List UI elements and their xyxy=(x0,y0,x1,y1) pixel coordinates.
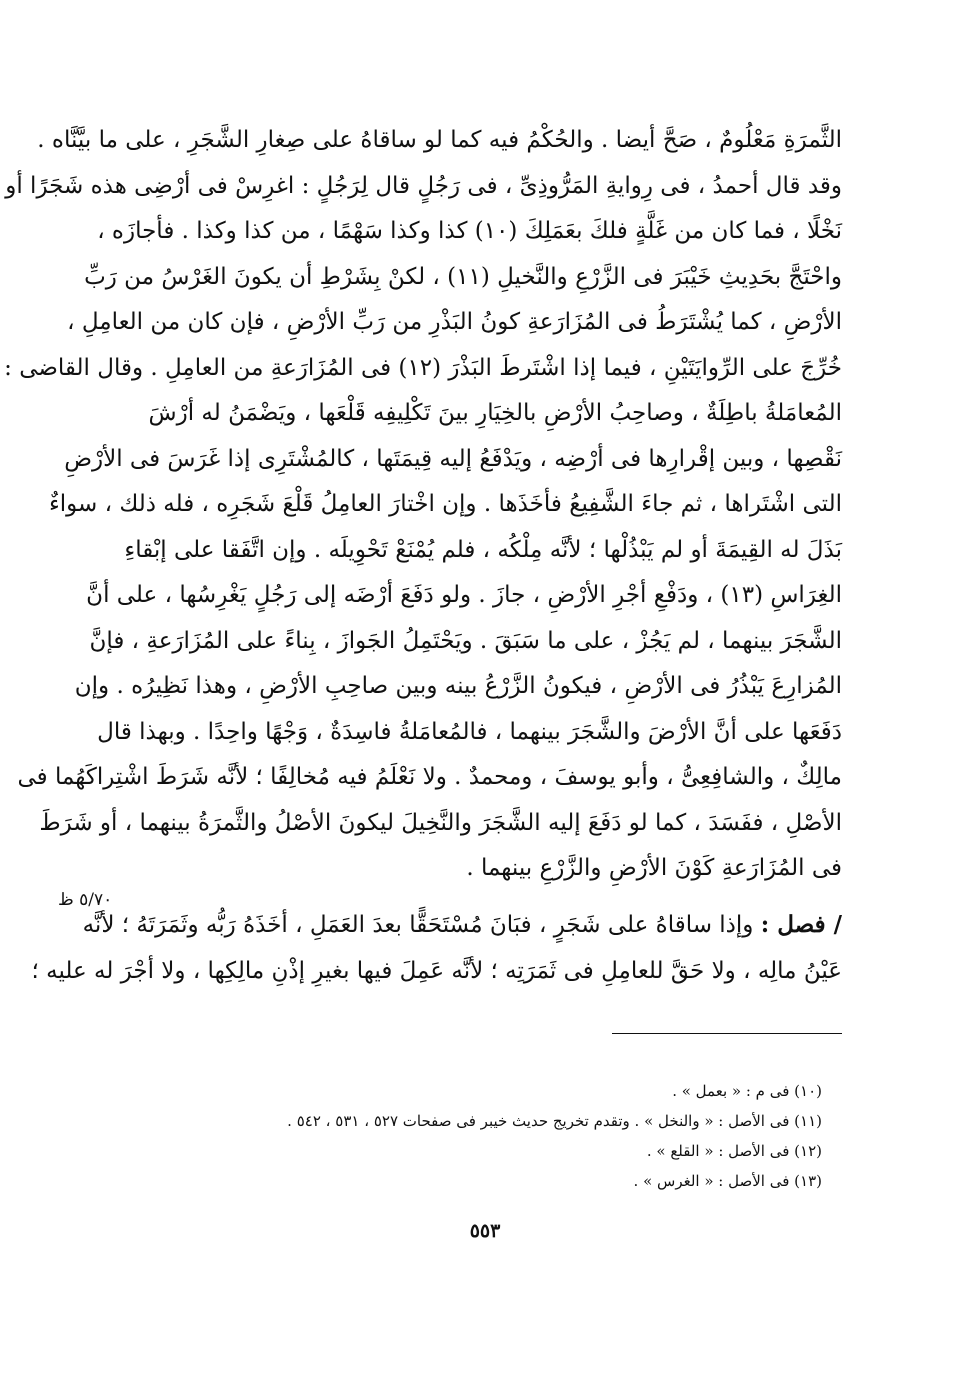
section-line xyxy=(82,902,842,948)
text-line: وقد قال أحمدُ ، فى رِوايةِ المَرُّوذِىِّ ، فى رَجُلٍ قال لِرَجُلٍ : اغرِسْ فى أرْضِى هذه شَجَرًا أو xyxy=(5,172,842,199)
footnote: (١٢) فى الأصل : « القلع » . xyxy=(646,1142,822,1160)
text-line: الشَّجَرَ بينهما ، لم يَجُزْ ، على ما سَبَقَ . ويَحْتَمِلُ الجَوازَ ، بِناءً على المُزَارَعةِ ، فإنَّ xyxy=(89,627,842,654)
text-line: الأرْضِ ، كما يُشْتَرَطُ فى المُزَارَعةِ كونُ البَذْرِ من رَبِّ الأرْضِ ، فإن كان من العامِلِ ، xyxy=(67,309,842,335)
main-text xyxy=(4,118,842,892)
text-line: دَفَعَها على أنَّ الأرْضَ والشَّجَرَ بينهما ، فالمُعامَلةُ فاسِدَةٌ ، وَجْهًا واحِدًا . وبهذا قال xyxy=(97,718,842,745)
folio-marker: ٥/٧٠ ظ xyxy=(58,890,113,910)
text-line: فى المُزَارَعةِ كَوْنَ الأرْضِ والزَّرْعِ بينهما . xyxy=(466,855,842,881)
text-line: نَقْصِها ، وبين إقْرارِها فى أرْضِه ، ويَدْفَعُ إليه قِيمَتَها ، كالمُشْتَرِى إذا غَرَسَ فى الأرْضِ xyxy=(64,445,842,472)
section-line: عَيْنُ مالِه ، ولا حَقَّ للعامِلِ فى ثَمَرَتِه ؛ لأنَّه عَمِلَ فيها بغيرِ إذْنِ مالِكِها ، ولا أجْرَ له عليه ؛ xyxy=(31,958,842,984)
text-line: الثَّمرَةِ مَعْلُومٌ ، صَحَّ أيضا . والحُكْمُ فيه كما لو ساقاهُ على صِغارِ الشَّجَرِ ، على ما بيَّنَّاه . xyxy=(37,127,842,153)
section-heading: / فصل : xyxy=(760,911,842,938)
text-line: نَخْلًا ، فما كان من غَلَّةٍ فلكَ بعَمَلِكَ (١٠) كذا وكذا سَهْمًا ، من كذا وكذا . فأجازَه ، xyxy=(97,218,842,244)
text-line: المُعامَلةُ باطِلَةٌ ، وصاحِبُ الأرْضِ بالخِيَارِ بينَ تَكْلِيفِه قَلْعَها ، ويَضْمَنُ له أرْشَ xyxy=(148,400,842,426)
text-line: الغِرَاسِ (١٣) ، ودَفْعِ أجْرِ الأرْضِ ، جازَ . ولو دَفَعَ أرْضَه إلى رَجُلٍ يَغْرِسُها ، على أنَّ xyxy=(86,582,842,608)
text-line: خُرِّجَ على الرِّوايَتَيْنِ ، فيما إذا اشْتَرطَ البَذْرَ (١٢) فى المُزَارَعةِ من العامِلِ . وقال القاضى : xyxy=(4,354,842,381)
section-fasl xyxy=(31,902,842,994)
text-line: واحْتَجَّ بحَدِيثِ خَيْبَرَ فى الزَّرْعِ والنَّخيلِ (١١) ، لكنْ بِشَرْطِ أن يكونَ الغَرْسُ من رَبِّ xyxy=(84,263,842,290)
text-line: التى اشْتَراها ، ثم جاءَ الشَّفِيعُ فأخَذَها . وإن اخْتارَ العامِلُ قَلْعَ شَجَرِه ، فله ذلك ، سواءٌ xyxy=(48,491,842,517)
footnote-divider xyxy=(612,1033,842,1034)
text-line: مالِكٌ ، والشافِعِىُّ ، وأبو يوسفَ ، ومحمدٌ . ولا نَعْلَمُ فيه مُخالِفًا ؛ لأنَّه شَرَطَ اشْتِراكَهُما فى xyxy=(17,764,842,790)
text-line: بَذَلَ له القِيمَةَ أو لم يَبْذُلْها ؛ لأنَّه مِلْكُه ، فلم يُمْنَعْ تَحْوِيلَه . وإن اتَّفَقا على إبْقاءِ xyxy=(124,536,842,563)
footnote: (١١) فى الأصل : « والنخل » . وتقدم تخريج حديث خيبر فى صفحات ٥٢٧ ، ٥٣١ ، ٥٤٢ . xyxy=(287,1112,822,1130)
page-number: ٥٥٣ xyxy=(469,1220,501,1242)
footnote: (١٠) فى م : « بعمل » . xyxy=(672,1082,822,1100)
footnotes xyxy=(230,1076,822,1196)
text-line: المُزارِعَ يَبْذُرُ فى الأرْضِ ، فيكونُ الزَّرْعُ بينه وبين صاحِبِ الأرْضِ ، وهذا نَظِيرُه . وإن xyxy=(74,673,842,699)
footnote: (١٣) فى الأصل : « الغرس » . xyxy=(633,1172,822,1190)
section-text: وإذا ساقاهُ على شَجَرٍ ، فبَانَ مُسْتَحَقًّا بعدَ العَمَلِ ، أخَذَهُ رَبُّه وثَمَرَتَهُ ؛ لأنَّه xyxy=(82,912,754,938)
text-line: الأصْلِ ، ففَسَدَ ، كما لو دَفَعَ إليه الشَّجَرَ والنَّخِيلَ ليكونَ الأصْلُ والثَّمرَةُ بينهما ، أو شَرَطَ xyxy=(39,809,842,836)
